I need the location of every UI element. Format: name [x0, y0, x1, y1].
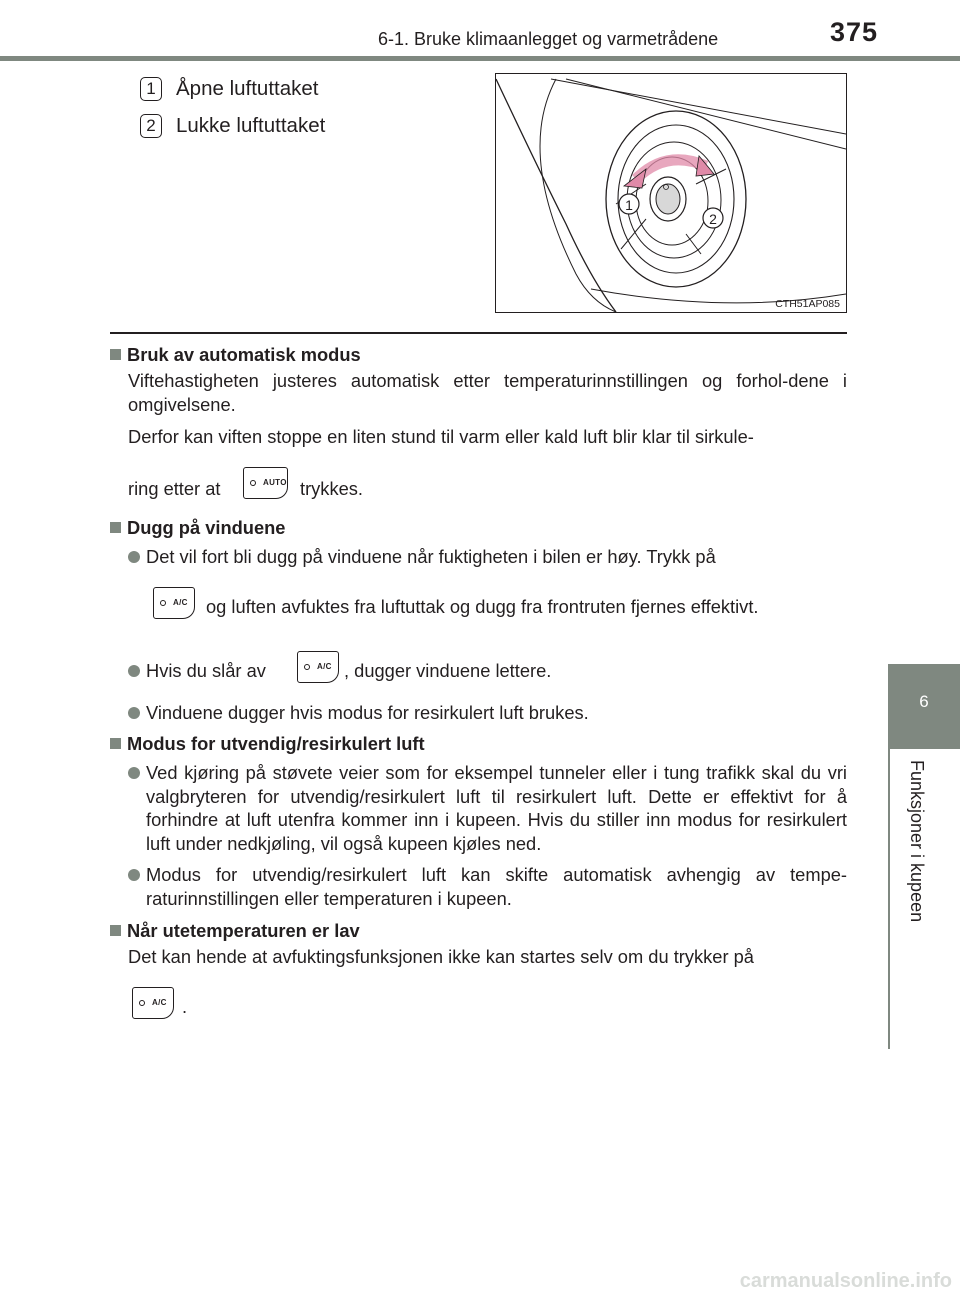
fog-bullet-3: Vinduene dugger hvis modus for resirkulert luft brukes.	[128, 701, 847, 725]
chapter-tab	[888, 664, 960, 749]
chapter-rail	[888, 749, 890, 1049]
step-2	[140, 107, 325, 144]
auto-mode-para-3-end: trykkes.	[300, 478, 363, 499]
square-bullet-icon	[110, 925, 121, 936]
section-divider	[110, 332, 847, 334]
auto-mode-para-2: Derfor kan viften stoppe en liten stund til varm eller kald luft blir klar til sirkule-	[128, 426, 754, 447]
step-1	[140, 70, 325, 107]
step-text: Åpne luftuttaket	[176, 76, 319, 100]
steps-list	[140, 70, 325, 144]
callout-2: 2	[709, 211, 717, 227]
fog-bullet-1: Det vil fort bli dugg på vinduene når fuktigheten i bilen er høy. Trykk på	[128, 545, 847, 569]
fog-bullet-2: Hvis du slår av	[128, 659, 847, 683]
header-section-title: 6-1. Bruke klimaanlegget og varmetrådene	[378, 29, 719, 49]
fog-bullet-2-end: , dugger vinduene lettere.	[344, 660, 552, 681]
heading-window-fog: Dugg på vinduene	[110, 516, 285, 540]
step-text: Lukke luftuttaket	[176, 113, 326, 137]
auto-mode-para-3-start: ring etter at	[128, 478, 221, 499]
step-number-badge: 1	[140, 77, 162, 101]
air-vent-illustration	[495, 73, 847, 313]
ac-button-icon: A/C	[153, 587, 195, 619]
heading-low-temperature: Når utetemperaturen er lav	[110, 919, 360, 943]
recirculation-bullet-2: Modus for utvendig/resirkulert luft kan skifte automatisk avhengig av tempe-raturinnstillingen eller temperaturen i kupeen.	[128, 863, 847, 910]
fog-bullet-1-line-2: og luften avfuktes fra luftuttak og dugg fra frontruten fjernes effektivt.	[206, 596, 759, 617]
heading-recirculation: Modus for utvendig/resirkulert luft	[110, 732, 425, 756]
figure-code: CTH51AP085	[775, 298, 840, 310]
bullet-dot-icon	[128, 767, 140, 779]
square-bullet-icon	[110, 738, 121, 749]
bullet-dot-icon	[128, 707, 140, 719]
vent-drawing	[496, 74, 846, 312]
recirculation-bullet-1: Ved kjøring på støvete veier som for eksempel tunneler eller i tung trafikk skal du vri valgbryteren for utvendig/resirkulert luft til resirkulert luft. Dette er effektivt for å forhindre at luft utenfra kommer inn i kupeen. Hvis du stiller inn modus for resirkulert luft under nedkjøling, vil også kupeen kjøles ned.	[128, 761, 847, 855]
bullet-dot-icon	[128, 665, 140, 677]
bullet-dot-icon	[128, 551, 140, 563]
chapter-number: 6	[919, 692, 929, 711]
low-temp-para: Det kan hende at avfuktingsfunksjonen ikke kan startes selv om du trykker på	[128, 946, 754, 967]
ac-button-icon: A/C	[297, 651, 339, 683]
callout-1: 1	[625, 197, 633, 213]
low-temp-para-end: .	[182, 996, 188, 1017]
page-number: 375	[830, 17, 879, 47]
watermark: carmanualsonline.info	[739, 1270, 952, 1292]
square-bullet-icon	[110, 522, 121, 533]
auto-button-icon: AUTO	[243, 467, 288, 499]
square-bullet-icon	[110, 349, 121, 360]
step-number-badge: 2	[140, 114, 162, 138]
chapter-title: Funksjoner i kupeen	[907, 760, 927, 923]
header-rule	[0, 56, 960, 61]
ac-button-icon: A/C	[132, 987, 174, 1019]
heading-auto-mode: Bruk av automatisk modus	[110, 343, 361, 367]
auto-mode-para-1: Viftehastigheten justeres automatisk etter temperaturinnstillingen og forhol-dene i omgivelsene.	[128, 370, 847, 415]
bullet-dot-icon	[128, 869, 140, 881]
